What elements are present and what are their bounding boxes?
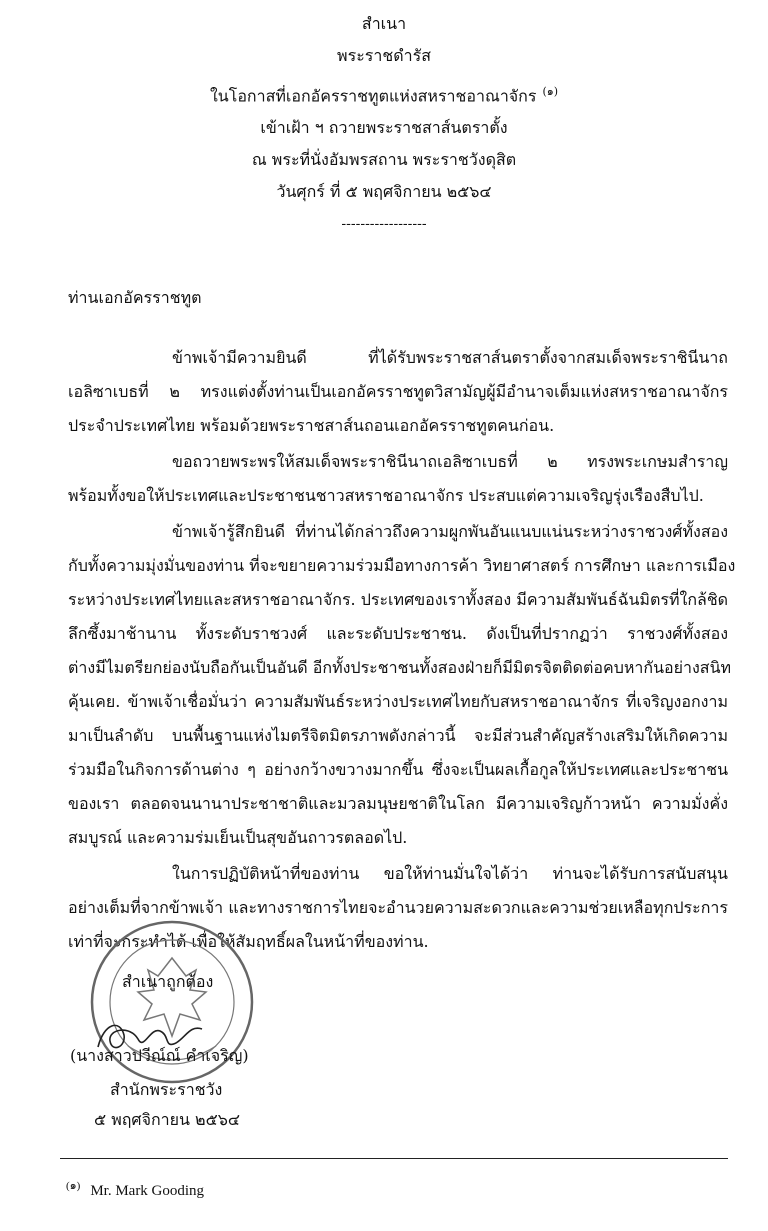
separator: ------------------	[341, 216, 427, 232]
paragraph-4-line-2: อย่างเต็มที่จากข้าพเจ้า และทางราชการไทยจะอำนวยความสะดวกและความช่วยเหลือทุกประการ	[68, 898, 728, 917]
paragraph-3-line-3: ระหว่างประเทศไทยและสหราชอาณาจักร. ประเทศของเราทั้งสอง มีความสัมพันธ์ฉันมิตรที่ใกล้ชิด	[68, 590, 729, 609]
office-name: สำนักพระราชวัง	[110, 1080, 223, 1099]
document-title: พระราชดำรัส	[337, 46, 431, 65]
footnote-mark: (๑)	[66, 1180, 81, 1192]
footnote-rule	[60, 1158, 728, 1159]
paragraph-2-line-2: พร้อมทั้งขอให้ประเทศและประชาชนชาวสหราชอาณาจักร ประสบแต่ความเจริญรุ่งเรืองสืบไป.	[68, 486, 704, 505]
paragraph-1-line-3: ประจำประเทศไทย พร้อมด้วยพระราชสาส์นถอนเอกอัครราชทูตคนก่อน.	[68, 416, 555, 435]
occasion-line	[0, 82, 768, 106]
paragraph-3-line-8: ร่วมมือในกิจการด้านต่าง ๆ อย่างกว้างขวางมากขึ้น ซึ่งจะเป็นผลเกื้อกูลให้ประเทศและประชาชน	[68, 760, 728, 779]
paragraph-3-line-9: ของเรา ตลอดจนนานาประชาชาติและมวลมนุษยชาติในโลก มีความเจริญก้าวหน้า ความมั่งคั่ง	[68, 794, 728, 813]
paragraph-3-line-10: สมบูรณ์ และความร่มเย็นเป็นสุขอันถาวรตลอดไป.	[68, 828, 408, 847]
paragraph-4-line-1: ในการปฏิบัติหน้าที่ของท่าน ขอให้ท่านมั่นใจได้ว่า ท่านจะได้รับการสนับสนุน	[172, 864, 728, 883]
paragraph-3-line-6: คุ้นเคย. ข้าพเจ้าเชื่อมั่นว่า ความสัมพันธ์ระหว่างประเทศไทยกับสหราชอาณาจักร ที่เจริญงอกงาม	[68, 692, 728, 711]
occasion-text: ในโอกาสที่เอกอัครราชทูตแห่งสหราชอาณาจักร	[209, 86, 537, 106]
paragraph-3-line-4: ลึกซึ้งมาช้านาน ทั้งระดับราชวงศ์ และระดับประชาชน. ดังเป็นที่ปรากฏว่า ราชวงศ์ทั้งสอง	[68, 624, 728, 643]
paragraph-4-line-3: เท่าที่จะกระทำได้ เพื่อให้สัมฤทธิ์ผลในหน้าที่ของท่าน.	[68, 932, 429, 951]
paragraph-3-line-2: กับทั้งความมุ่งมั่นของท่าน ที่จะขยายความร่วมมือทางการค้า วิทยาศาสตร์ การศึกษา และการเมือง	[68, 556, 736, 575]
certified-label: สำเนาถูกต้อง	[122, 972, 214, 991]
signer-name: (นางสาวปวีณ์ณ์ คำเจริญ)	[70, 1046, 249, 1065]
paragraph-3-line-1: ข้าพเจ้ารู้สึกยินดี ที่ท่านได้กล่าวถึงความผูกพันอันแนบแน่นระหว่างราชวงศ์ทั้งสอง	[172, 522, 728, 541]
salutation: ท่านเอกอัครราชทูต	[68, 288, 202, 307]
footnote-text: Mr. Mark Gooding	[90, 1183, 205, 1199]
paragraph-3-line-5: ต่างมีไมตรียกย่องนับถือกันเป็นอันดี อีกทั้งประชาชนทั้งสองฝ่ายก็มีมิตรจิตติดต่อคบหากันอย่างสนิท	[68, 658, 732, 677]
paragraph-1-line-2: เอลิซาเบธที่ ๒ ทรงแต่งตั้งท่านเป็นเอกอัครราชทูตวิสามัญผู้มีอำนาจเต็มแห่งสหราชอาณาจักร	[68, 382, 728, 401]
date-line: วันศุกร์ ที่ ๕ พฤศจิกายน ๒๕๖๔	[276, 182, 492, 201]
paragraph-1-line-1: ข้าพเจ้ามีความยินดี ที่ได้รับพระราชสาส์นตราตั้งจากสมเด็จพระราชินีนาถ	[172, 348, 728, 367]
paragraph-3-line-7: มาเป็นลำดับ บนพื้นฐานแห่งไมตรีจิตมิตรภาพดังกล่าวนี้ จะมีส่วนสำคัญสร้างเสริมให้เกิดความ	[68, 726, 728, 745]
place-line: ณ พระที่นั่งอัมพรสถาน พระราชวังดุสิต	[251, 150, 517, 169]
footnote	[66, 1176, 204, 1200]
paragraph-2-line-1: ขอถวายพระพรให้สมเด็จพระราชินีนาถเอลิซาเบธที่ ๒ ทรงพระเกษมสำราญ	[172, 452, 728, 471]
footnote-reference: (๑)	[542, 85, 559, 98]
copy-label: สำเนา	[361, 14, 407, 33]
event-line: เข้าเฝ้า ฯ ถวายพระราชสาส์นตราตั้ง	[260, 118, 508, 137]
certification-date: ๕ พฤศจิกายน ๒๕๖๔	[94, 1110, 240, 1129]
